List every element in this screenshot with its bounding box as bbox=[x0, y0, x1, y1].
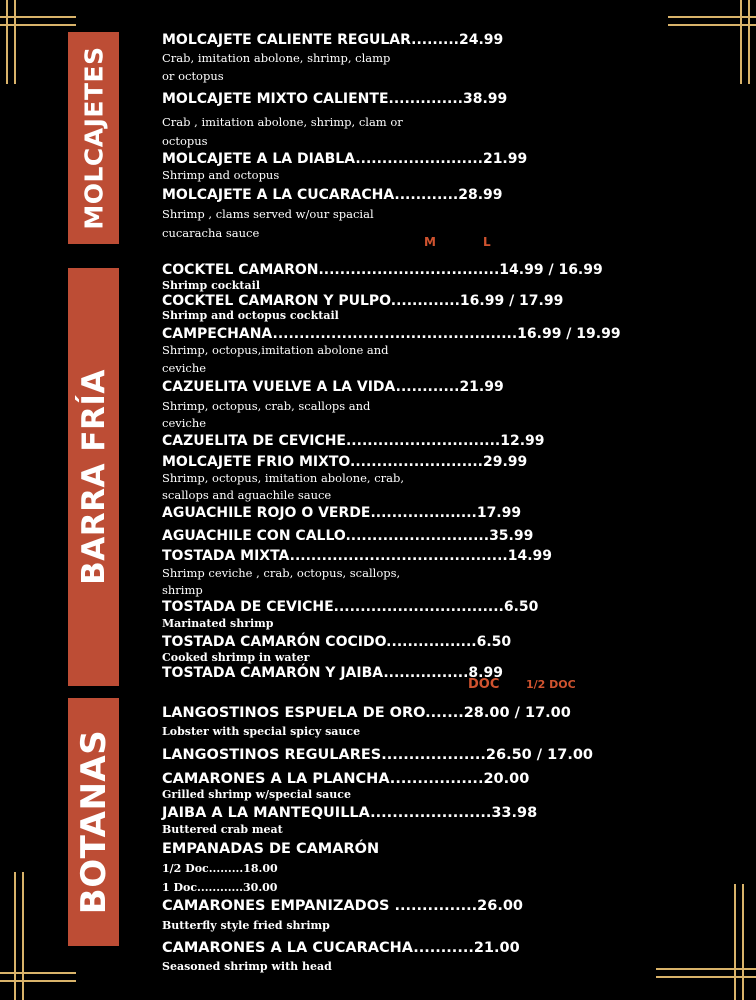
menu-item-desc: shrimp bbox=[162, 583, 203, 597]
menu-item-desc: cucaracha sauce bbox=[162, 226, 260, 240]
menu-item-title: JAIBA A LA MANTEQUILLA......................33.98 bbox=[162, 805, 538, 821]
menu-item-title: TOSTADA CAMARÓN Y JAIBA................8.99 bbox=[162, 665, 503, 681]
menu-item-title: MOLCAJETE MIXTO CALIENTE..............38.99 bbox=[162, 91, 508, 107]
menu-item-title: CAZUELITA VUELVE A LA VIDA............21.99 bbox=[162, 379, 504, 395]
menu-item-title: COCKTEL CAMARON..................................14.99 / 16.99 bbox=[162, 262, 603, 278]
section-band-barra-fria bbox=[68, 268, 119, 686]
menu-item-title: COCKTEL CAMARON Y PULPO.............16.99 / 17.99 bbox=[162, 293, 564, 309]
size-header-l: L bbox=[483, 235, 491, 249]
menu-item-desc: Shrimp ceviche , crab, octopus, scallops, bbox=[162, 566, 401, 580]
section-title-botanas: BOTANAS bbox=[73, 729, 114, 915]
menu-item-desc: scallops and aguachile sauce bbox=[162, 488, 332, 502]
menu-item-desc: ceviche bbox=[162, 416, 207, 430]
menu-item-desc: 1/2 Doc.........18.00 bbox=[162, 862, 278, 875]
menu-item-title: LANGOSTINOS ESPUELA DE ORO.......28.00 / 17.00 bbox=[162, 705, 571, 721]
size-header-m: M bbox=[424, 235, 436, 249]
menu-item-desc: Shrimp, octopus, crab, scallops and bbox=[162, 399, 371, 413]
section-band-molcajetes bbox=[68, 32, 119, 244]
menu-item-title: CAMARONES EMPANIZADOS ...............26.00 bbox=[162, 898, 523, 914]
menu-item-desc: Shrimp, octopus,imitation abolone and bbox=[162, 343, 389, 357]
menu-item-title: MOLCAJETE A LA DIABLA........................21.99 bbox=[162, 151, 528, 167]
menu-item-title: CAMPECHANA..............................................16.99 / 19.99 bbox=[162, 326, 621, 342]
menu-item-title: TOSTADA CAMARÓN COCIDO.................6.50 bbox=[162, 634, 512, 650]
menu-item-title: CAZUELITA DE CEVICHE.............................12.99 bbox=[162, 433, 545, 449]
menu-item-desc: Shrimp and octopus cocktail bbox=[162, 309, 339, 322]
menu-item-desc: 1 Doc............30.00 bbox=[162, 881, 278, 894]
section-band-botanas bbox=[68, 698, 119, 946]
menu-item-desc: Cooked shrimp in water bbox=[162, 651, 310, 664]
menu-item-title: AGUACHILE CON CALLO...........................35.99 bbox=[162, 528, 534, 544]
menu-item-title: CAMARONES A LA CUCARACHA...........21.00 bbox=[162, 940, 520, 956]
section-title-molcajetes: MOLCAJETES bbox=[79, 46, 108, 230]
menu-item-desc: Shrimp and octopus bbox=[162, 168, 280, 182]
menu-item-desc: Shrimp , clams served w/our spacial bbox=[162, 207, 374, 221]
menu-item-desc: or octopus bbox=[162, 69, 224, 83]
menu-item-desc: Butterfly style fried shrimp bbox=[162, 919, 330, 932]
qty-header-half-doc: 1/2 DOC bbox=[526, 678, 576, 691]
menu-item-title: AGUACHILE ROJO O VERDE....................17.99 bbox=[162, 505, 522, 521]
menu-item-title: CAMARONES A LA PLANCHA.................20.00 bbox=[162, 771, 530, 787]
menu-item-desc: Shrimp cocktail bbox=[162, 279, 260, 292]
menu-item-title: TOSTADA DE CEVICHE................................6.50 bbox=[162, 599, 539, 615]
menu-item-desc: Marinated shrimp bbox=[162, 617, 274, 630]
section-title-barra-fria: BARRA FRÍA bbox=[75, 369, 112, 585]
menu-item-desc: Shrimp, octopus, imitation abolone, crab, bbox=[162, 471, 405, 485]
menu-item-desc: Seasoned shrimp with head bbox=[162, 960, 332, 973]
menu-item-desc: Buttered crab meat bbox=[162, 823, 283, 836]
menu-item-title: EMPANADAS DE CAMARÓN bbox=[162, 841, 380, 857]
menu-item-desc: Grilled shrimp w/special sauce bbox=[162, 788, 351, 801]
menu-item-desc: Crab, imitation abolone, shrimp, clamp bbox=[162, 51, 391, 65]
menu-item-title: TOSTADA MIXTA.........................................14.99 bbox=[162, 548, 552, 564]
menu-item-title: MOLCAJETE FRIO MIXTO.........................29.99 bbox=[162, 454, 528, 470]
menu-item-title: MOLCAJETE A LA CUCARACHA............28.99 bbox=[162, 187, 503, 203]
menu-item-desc: Lobster with special spicy sauce bbox=[162, 725, 361, 738]
qty-header-doc: DOC bbox=[468, 677, 500, 692]
menu-item-title: MOLCAJETE CALIENTE REGULAR.........24.99 bbox=[162, 32, 504, 48]
menu-item-desc: ceviche bbox=[162, 361, 207, 375]
menu-item-title: LANGOSTINOS REGULARES...................26.50 / 17.00 bbox=[162, 747, 594, 763]
menu-item-desc: Crab , imitation abolone, shrimp, clam or bbox=[162, 115, 403, 129]
menu-item-desc: octopus bbox=[162, 134, 208, 148]
